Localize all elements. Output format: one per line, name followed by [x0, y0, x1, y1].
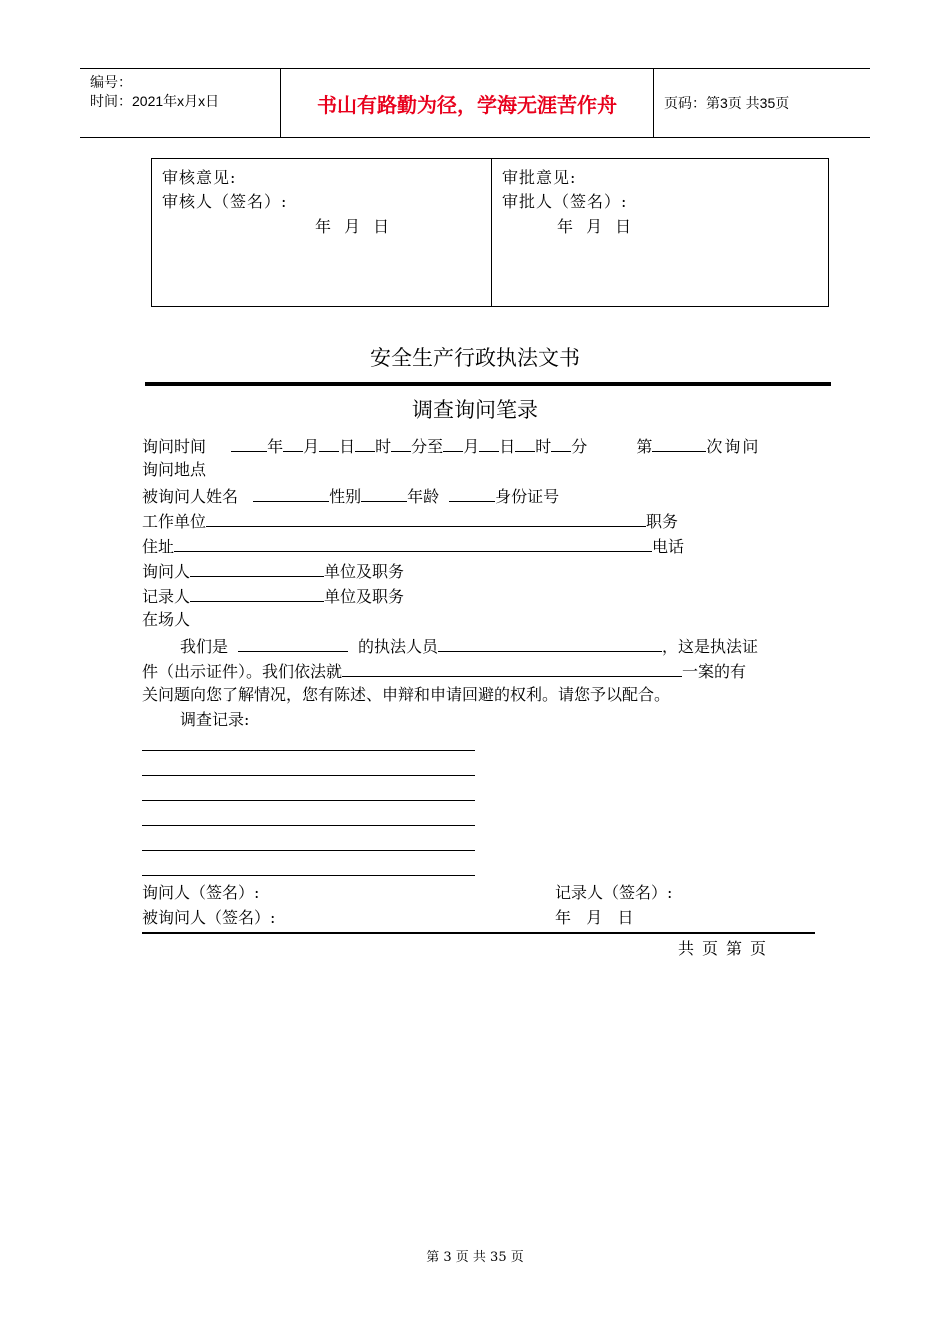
count-blank[interactable]: [652, 434, 706, 452]
id-number-label: 身份证号: [495, 487, 560, 506]
gender-label: 性别: [329, 487, 362, 506]
to-hour-label: 时: [535, 437, 552, 456]
address-row: [142, 534, 684, 556]
form-title: 调查询问笔录: [412, 398, 538, 422]
statement-line-3: [142, 684, 670, 706]
review-date: 年 月 日: [315, 217, 394, 236]
year-blank[interactable]: [231, 434, 267, 452]
interviewee-name-label: 被询问人姓名: [142, 487, 239, 506]
approve-cell: [492, 159, 828, 306]
work-unit-label: 工作单位: [142, 512, 207, 531]
work-unit-blank[interactable]: [206, 509, 646, 527]
inquirer-unit-label: 单位及职务: [324, 562, 405, 581]
inquiry-time-row: [142, 434, 760, 456]
day-blank[interactable]: [319, 434, 339, 452]
title-rule: [145, 382, 831, 386]
inquiry-count-label: 次询问: [706, 437, 761, 456]
address-label: 住址: [142, 537, 175, 556]
position-label: 职务: [646, 512, 679, 531]
approve-opinion-label: 审批意见:: [502, 168, 577, 187]
recorder-blank[interactable]: [190, 584, 324, 602]
year-label: 年: [267, 437, 284, 456]
present-row: [142, 609, 190, 631]
day-label: 日: [339, 437, 356, 456]
sign-date: 年 月 日: [555, 908, 634, 927]
statement-p1-c: ，这是执法证: [662, 637, 759, 656]
to-hour-blank[interactable]: [515, 434, 535, 452]
case-blank[interactable]: [342, 659, 682, 677]
present-label: 在场人: [142, 610, 191, 629]
month-label: 月: [303, 437, 320, 456]
hour-label: 时: [375, 437, 392, 456]
interviewee-sign: 被询问人（签名）:: [142, 908, 276, 927]
record-line[interactable]: [142, 750, 475, 751]
statement-p1-a: 我们是: [180, 637, 229, 656]
interviewee-row: [142, 484, 559, 506]
bottom-rule: [142, 932, 815, 934]
review-opinion-label: 审核意见:: [162, 168, 237, 187]
name-blank[interactable]: [253, 484, 329, 502]
statement-p1-b: 的执法人员: [358, 637, 439, 656]
approve-date: 年 月 日: [557, 217, 636, 236]
recorder-label: 记录人: [142, 587, 191, 606]
gender-blank[interactable]: [361, 484, 407, 502]
statement-p2-a: 件（出示证件）。我们依法就: [142, 662, 343, 681]
time-label: 时间：2021年x月x日: [90, 93, 220, 109]
inquiry-place-label: 询问地点: [142, 460, 207, 479]
page-footer: 第 3 页 共 35 页: [426, 1250, 524, 1265]
to-day-label: 日: [499, 437, 516, 456]
inquirer-blank[interactable]: [190, 559, 324, 577]
inquirer-sign: 询问人（签名）:: [142, 883, 260, 902]
record-line[interactable]: [142, 800, 475, 801]
agency-blank[interactable]: [238, 634, 348, 652]
recorder-unit-label: 单位及职务: [324, 587, 405, 606]
phone-label: 电话: [652, 537, 685, 556]
page-count-label: 共页第页: [678, 939, 775, 958]
to-month-blank[interactable]: [443, 434, 463, 452]
inquiry-time-label: 询问时间: [142, 437, 207, 456]
review-cell: [152, 159, 492, 306]
work-unit-row: [142, 509, 678, 531]
inquirer-row: [142, 559, 404, 581]
record-label: 调查记录:: [180, 710, 250, 729]
approval-table: [151, 158, 829, 307]
hour-blank[interactable]: [355, 434, 375, 452]
approver-sign-label: 审批人（签名）:: [502, 192, 628, 211]
statement-line-1: [180, 634, 758, 656]
minute-to-label: 分至: [411, 437, 444, 456]
record-line[interactable]: [142, 850, 475, 851]
to-month-label: 月: [463, 437, 480, 456]
page-label: 页码：第3页 共35页: [664, 95, 790, 111]
to-minute-blank[interactable]: [551, 434, 571, 452]
statement-p3: 关问题向您了解情况，您有陈述、申辩和申请回避的权利。请您予以配合。: [142, 685, 671, 704]
record-label-row: [180, 709, 249, 731]
doc-title: 安全生产行政执法文书: [370, 346, 580, 370]
statement-line-2: [142, 659, 746, 681]
minute-blank[interactable]: [391, 434, 411, 452]
month-blank[interactable]: [283, 434, 303, 452]
nth-label: 第: [636, 437, 653, 456]
record-line[interactable]: [142, 775, 475, 776]
reviewer-sign-label: 审核人（签名）:: [162, 192, 288, 211]
header-info-cell: [80, 69, 281, 137]
age-label: 年龄: [407, 487, 440, 506]
recorder-row: [142, 584, 404, 606]
address-blank[interactable]: [174, 534, 652, 552]
record-line[interactable]: [142, 825, 475, 826]
to-minute-label: 分: [571, 437, 588, 456]
age-blank[interactable]: [449, 484, 495, 502]
record-line[interactable]: [142, 875, 475, 876]
inquirer-label: 询问人: [142, 562, 191, 581]
statement-p2-b: 一案的有: [682, 662, 747, 681]
recorder-sign: 记录人（签名）:: [555, 883, 673, 902]
number-label: 编号：: [90, 74, 132, 90]
motto: 书山有路勤为径，学海无涯苦作舟: [281, 69, 654, 137]
officer-blank[interactable]: [438, 634, 662, 652]
inquiry-place-row: [142, 459, 206, 481]
to-day-blank[interactable]: [479, 434, 499, 452]
page-header: [80, 68, 870, 138]
